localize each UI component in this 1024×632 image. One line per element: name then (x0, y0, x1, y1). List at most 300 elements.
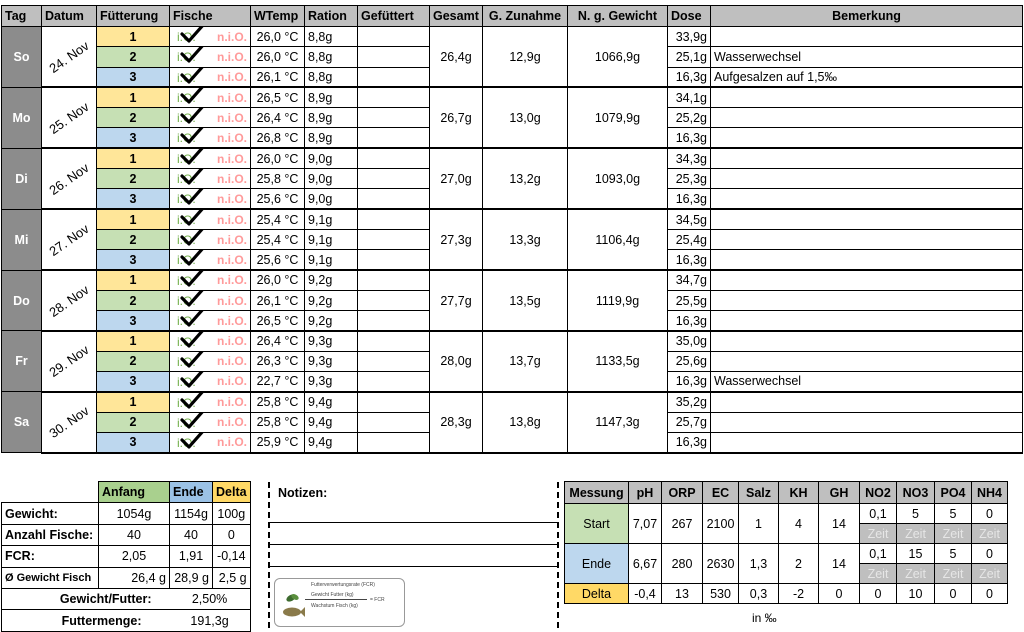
fish-status-cell[interactable] (170, 432, 251, 452)
dose: 35,0g (668, 331, 711, 351)
feeding-row (2, 148, 1023, 168)
bemerkung[interactable] (711, 87, 1023, 107)
date-label: 30. Nov (46, 403, 92, 442)
futtermenge-row: Futtermenge: 191,3g (2, 610, 251, 631)
gefuettert-cell[interactable] (358, 270, 430, 290)
fish-nok-label: n.i.O. (217, 151, 247, 166)
dose: 16,3g (668, 311, 711, 331)
dose: 25,4g (668, 229, 711, 249)
messung-header-ec: EC (703, 482, 739, 504)
fish-status-cell[interactable] (170, 250, 251, 270)
ration: 9,2g (305, 270, 358, 290)
messung-start-row: Start 7,07 267 2100 1 4 14 0,1 5 5 0 (565, 504, 1008, 524)
header-gewicht: N. g. Gewicht (568, 6, 668, 27)
zeit-field[interactable]: Zeit (897, 564, 935, 584)
dose: 16,3g (668, 128, 711, 148)
dose: 34,5g (668, 209, 711, 229)
feeding-number: 3 (97, 67, 170, 87)
water-temp: 26,1 °C (251, 67, 305, 87)
bemerkung[interactable] (711, 148, 1023, 168)
feeding-number: 1 (97, 209, 170, 229)
summary-row: FCR: 2,05 1,91 -0,14 (2, 546, 251, 567)
fish-status-cell[interactable] (170, 169, 251, 189)
feeding-number: 3 (97, 432, 170, 452)
zeit-field[interactable]: Zeit (972, 564, 1008, 584)
gesamt: 27,0g (430, 148, 483, 209)
water-temp: 25,6 °C (251, 250, 305, 270)
messung-header-orp: ORP (662, 482, 703, 504)
ration: 9,1g (305, 209, 358, 229)
gefuettert-cell[interactable] (358, 229, 430, 249)
checkmark-icon (180, 432, 206, 451)
fish-status-cell[interactable] (170, 27, 251, 47)
messung-delta-row: Delta -0,4 13 530 0,3 -2 0 0 10 0 0 (565, 584, 1008, 604)
fcr-card-fraction-line (305, 599, 367, 600)
water-temp: 22,7 °C (251, 372, 305, 392)
ration: 9,3g (305, 331, 358, 351)
gewicht: 1079,9g (568, 87, 668, 148)
fish-ok-label: i.O. (177, 50, 196, 65)
gefuettert-cell[interactable] (358, 412, 430, 432)
water-temp: 26,0 °C (251, 27, 305, 47)
gesamt: 28,0g (430, 331, 483, 392)
header-zunahme: G. Zunahme (483, 6, 568, 27)
bemerkung[interactable] (711, 27, 1023, 47)
header-wtemp: WTemp (251, 6, 305, 27)
gefuettert-cell[interactable] (358, 209, 430, 229)
feeding-number: 1 (97, 87, 170, 107)
messung-start-label: Start (565, 504, 629, 544)
zunahme: 13,8g (483, 392, 568, 453)
feeding-number: 2 (97, 47, 170, 67)
fish-status-cell[interactable] (170, 270, 251, 290)
ration: 9,1g (305, 229, 358, 249)
fish-status-cell[interactable] (170, 209, 251, 229)
fish-nok-label: n.i.O. (217, 334, 247, 349)
dose: 25,6g (668, 351, 711, 371)
fish-nok-label: n.i.O. (217, 293, 247, 308)
bemerkung[interactable] (711, 108, 1023, 128)
dose: 25,1g (668, 47, 711, 67)
summary-row: Gewicht: 1054g 1154g 100g (2, 503, 251, 524)
water-temp: 25,6 °C (251, 189, 305, 209)
gewicht: 1106,4g (568, 209, 668, 270)
checkmark-icon (180, 392, 206, 411)
ration: 9,4g (305, 412, 358, 432)
fish-status-cell[interactable] (170, 108, 251, 128)
fish-ok-label: i.O. (177, 354, 196, 369)
date-cell (42, 148, 97, 209)
header-ration: Ration (305, 6, 358, 27)
ration: 8,8g (305, 67, 358, 87)
fish-ok-label: i.O. (177, 172, 196, 187)
fish-nok-label: n.i.O. (217, 191, 247, 206)
ration: 9,2g (305, 311, 358, 331)
water-temp: 25,8 °C (251, 392, 305, 412)
messung-ende-label: Ende (565, 544, 629, 584)
checkmark-icon (180, 412, 206, 431)
day-cell: Sa (2, 392, 42, 453)
messung-header-gh: GH (819, 482, 860, 504)
unit-label: in ‰ (752, 611, 777, 625)
bemerkung[interactable] (711, 128, 1023, 148)
header-fische: Fische (170, 6, 251, 27)
zunahme: 13,0g (483, 87, 568, 148)
checkmark-icon (180, 209, 206, 228)
water-temp: 25,8 °C (251, 412, 305, 432)
bemerkung[interactable] (711, 412, 1023, 432)
zeit-field[interactable]: Zeit (935, 564, 972, 584)
checkmark-icon (180, 372, 206, 391)
gefuettert-cell[interactable] (358, 311, 430, 331)
fish-ok-label: i.O. (177, 293, 196, 308)
header-datum: Datum (42, 6, 97, 27)
water-temp: 26,0 °C (251, 270, 305, 290)
gewicht: 1066,9g (568, 27, 668, 88)
checkmark-icon (180, 189, 206, 208)
gefuettert-cell[interactable] (358, 87, 430, 107)
feeding-row (2, 27, 1023, 47)
dose: 35,2g (668, 392, 711, 412)
dose: 34,7g (668, 270, 711, 290)
fcr-formula-card (274, 578, 405, 627)
header-gefuettert: Gefüttert (358, 6, 430, 27)
bemerkung[interactable] (711, 209, 1023, 229)
summary-header-ende: Ende (170, 482, 213, 503)
fish-nok-label: n.i.O. (217, 415, 247, 430)
fish-icon (281, 605, 305, 619)
feeding-number: 1 (97, 270, 170, 290)
dose: 25,7g (668, 412, 711, 432)
zunahme: 12,9g (483, 27, 568, 88)
fish-ok-label: i.O. (177, 111, 196, 126)
messung-header-kh: KH (779, 482, 819, 504)
fish-nok-label: n.i.O. (217, 110, 247, 125)
fish-ok-label: i.O. (177, 192, 196, 207)
ration: 8,9g (305, 108, 358, 128)
fish-status-cell[interactable] (170, 67, 251, 87)
gefuettert-cell[interactable] (358, 432, 430, 452)
bemerkung[interactable] (711, 311, 1023, 331)
gefuettert-cell[interactable] (358, 392, 430, 412)
fish-nok-label: n.i.O. (217, 374, 247, 389)
water-temp: 26,4 °C (251, 108, 305, 128)
header-row (2, 6, 1023, 27)
checkmark-icon (180, 128, 206, 147)
checkmark-icon (180, 108, 206, 127)
ration: 9,3g (305, 372, 358, 392)
fcr-card-title: Futterverwertungsrate (FCR) (311, 582, 375, 588)
ration: 9,3g (305, 351, 358, 371)
checkmark-icon (180, 169, 206, 188)
feeding-number: 3 (97, 311, 170, 331)
fish-status-cell[interactable] (170, 87, 251, 107)
fish-nok-label: n.i.O. (217, 354, 247, 369)
gefuettert-cell[interactable] (358, 148, 430, 168)
gewicht-futter-row: Gewicht/Futter: 2,50% (2, 588, 251, 609)
dose: 25,5g (668, 290, 711, 310)
fish-nok-label: n.i.O. (217, 171, 247, 186)
bemerkung[interactable] (711, 351, 1023, 371)
checkmark-icon (180, 229, 206, 248)
ration: 9,4g (305, 392, 358, 412)
feeding-row (2, 87, 1023, 107)
water-temp: 26,0 °C (251, 47, 305, 67)
date-label: 27. Nov (46, 220, 92, 259)
fish-status-cell[interactable] (170, 392, 251, 412)
feeding-number: 3 (97, 189, 170, 209)
gefuettert-cell[interactable] (358, 128, 430, 148)
checkmark-icon (180, 351, 206, 370)
feeding-number: 2 (97, 169, 170, 189)
date-cell (42, 331, 97, 392)
feeding-row (2, 209, 1023, 229)
gesamt: 27,3g (430, 209, 483, 270)
ration: 8,9g (305, 128, 358, 148)
gefuettert-cell[interactable] (358, 67, 430, 87)
day-cell: Di (2, 148, 42, 209)
gewicht: 1093,0g (568, 148, 668, 209)
fish-nok-label: n.i.O. (217, 395, 247, 410)
fish-status-cell[interactable] (170, 351, 251, 371)
fcr-card-denominator: Wachstum Fisch (kg) (311, 603, 358, 609)
zeit-field[interactable]: Zeit (897, 524, 935, 544)
bemerkung[interactable] (711, 392, 1023, 412)
fish-ok-label: i.O. (177, 415, 196, 430)
feeding-number: 3 (97, 250, 170, 270)
summary-table (1, 481, 251, 632)
zeit-field[interactable]: Zeit (935, 524, 972, 544)
fish-ok-label: i.O. (177, 253, 196, 268)
water-temp: 25,8 °C (251, 169, 305, 189)
fish-status-cell[interactable] (170, 372, 251, 392)
gefuettert-cell[interactable] (358, 331, 430, 351)
fish-ok-label: i.O. (177, 395, 196, 410)
fish-ok-label: i.O. (177, 314, 196, 329)
gefuettert-cell[interactable] (358, 290, 430, 310)
day-cell: Do (2, 270, 42, 331)
water-temp: 26,1 °C (251, 290, 305, 310)
summary-header-anfang: Anfang (99, 482, 170, 503)
fish-nok-label: n.i.O. (217, 49, 247, 64)
date-cell (42, 27, 97, 88)
fish-nok-label: n.i.O. (217, 90, 247, 105)
fish-status-cell[interactable] (170, 189, 251, 209)
zunahme: 13,5g (483, 270, 568, 331)
zunahme: 13,7g (483, 331, 568, 392)
messung-header-ph: pH (629, 482, 662, 504)
date-cell (42, 209, 97, 270)
messung-header: Messung (565, 482, 629, 504)
fish-ok-label: i.O. (177, 70, 196, 85)
zeit-field[interactable]: Zeit (860, 564, 897, 584)
bemerkung[interactable] (711, 169, 1023, 189)
feeding-log-table (1, 5, 1023, 454)
checkmark-icon (180, 47, 206, 66)
messung-header-no3: NO3 (897, 482, 935, 504)
dose: 16,3g (668, 250, 711, 270)
checkmark-icon (180, 67, 206, 86)
bemerkung[interactable] (711, 250, 1023, 270)
dose: 16,3g (668, 189, 711, 209)
fish-status-cell[interactable] (170, 128, 251, 148)
feeding-row (2, 331, 1023, 351)
gefuettert-cell[interactable] (358, 189, 430, 209)
bemerkung[interactable] (711, 270, 1023, 290)
water-temp: 26,5 °C (251, 311, 305, 331)
fish-nok-label: n.i.O. (217, 435, 247, 450)
water-temp: 26,5 °C (251, 87, 305, 107)
gesamt: 28,3g (430, 392, 483, 453)
dose: 34,3g (668, 148, 711, 168)
fish-status-cell[interactable] (170, 290, 251, 310)
summary-header-delta: Delta (213, 482, 251, 503)
bemerkung[interactable] (711, 229, 1023, 249)
date-label: 29. Nov (46, 342, 92, 381)
dose: 25,3g (668, 169, 711, 189)
water-temp: 25,4 °C (251, 229, 305, 249)
feeding-row (2, 392, 1023, 412)
date-cell (42, 87, 97, 148)
fish-status-cell[interactable] (170, 148, 251, 168)
ration: 9,1g (305, 250, 358, 270)
fish-status-cell[interactable] (170, 229, 251, 249)
bemerkung[interactable] (711, 331, 1023, 351)
zeit-field[interactable]: Zeit (972, 524, 1008, 544)
fish-ok-label: i.O. (177, 274, 196, 289)
ration: 8,8g (305, 47, 358, 67)
date-label: 25. Nov (46, 98, 92, 137)
ration: 8,9g (305, 87, 358, 107)
ration: 9,0g (305, 148, 358, 168)
fish-nok-label: n.i.O. (217, 313, 247, 328)
dose: 34,1g (668, 87, 711, 107)
gefuettert-cell[interactable] (358, 169, 430, 189)
messung-header-nh4: NH4 (972, 482, 1008, 504)
water-temp: 26,8 °C (251, 128, 305, 148)
messung-header-no2: NO2 (860, 482, 897, 504)
header-gesamt: Gesamt (430, 6, 483, 27)
fish-nok-label: n.i.O. (217, 273, 247, 288)
feeding-row (2, 270, 1023, 290)
summary-row: Anzahl Fische: 40 40 0 (2, 524, 251, 545)
water-temp: 26,4 °C (251, 331, 305, 351)
gefuettert-cell[interactable] (358, 27, 430, 47)
fish-status-cell[interactable] (170, 311, 251, 331)
fish-ok-label: i.O. (177, 91, 196, 106)
zunahme: 13,3g (483, 209, 568, 270)
checkmark-icon (180, 270, 206, 289)
ration: 9,0g (305, 189, 358, 209)
fish-nok-label: n.i.O. (217, 252, 247, 267)
gewicht: 1133,5g (568, 331, 668, 392)
checkmark-icon (180, 311, 206, 330)
gefuettert-cell[interactable] (358, 108, 430, 128)
gesamt: 26,7g (430, 87, 483, 148)
date-cell (42, 392, 97, 453)
zeit-field[interactable]: Zeit (860, 524, 897, 544)
gewicht: 1147,3g (568, 392, 668, 453)
fish-ok-label: i.O. (177, 213, 196, 228)
ration: 9,2g (305, 290, 358, 310)
day-cell: Mi (2, 209, 42, 270)
fish-nok-label: n.i.O. (217, 69, 247, 84)
bemerkung[interactable]: Wasserwechsel (711, 372, 1023, 392)
gefuettert-cell[interactable] (358, 250, 430, 270)
feeding-number: 2 (97, 108, 170, 128)
water-temp: 26,3 °C (251, 351, 305, 371)
feeding-number: 3 (97, 128, 170, 148)
ration: 9,4g (305, 432, 358, 452)
header-fuetterung: Fütterung (97, 6, 170, 27)
feeding-number: 2 (97, 412, 170, 432)
fish-ok-label: i.O. (177, 435, 196, 450)
bemerkung[interactable]: Wasserwechsel (711, 47, 1023, 67)
feeding-number: 2 (97, 290, 170, 310)
gefuettert-cell[interactable] (358, 351, 430, 371)
zunahme: 13,2g (483, 148, 568, 209)
feeding-number: 2 (97, 229, 170, 249)
fish-ok-label: i.O. (177, 152, 196, 167)
fish-ok-label: i.O. (177, 131, 196, 146)
feeding-number: 3 (97, 372, 170, 392)
messung-delta-label: Delta (565, 584, 629, 604)
fish-status-cell[interactable] (170, 47, 251, 67)
divider-dashed (557, 482, 559, 628)
fish-status-cell[interactable] (170, 331, 251, 351)
messung-ende-row: Ende 6,67 280 2630 1,3 2 14 0,1 15 5 0 (565, 544, 1008, 564)
fish-ok-label: i.O. (177, 334, 196, 349)
leaf-icon (285, 591, 301, 605)
gefuettert-cell[interactable] (358, 372, 430, 392)
checkmark-icon (180, 250, 206, 269)
dose: 33,9g (668, 27, 711, 47)
feeding-number: 1 (97, 392, 170, 412)
feeding-number: 1 (97, 148, 170, 168)
day-cell: Mo (2, 87, 42, 148)
bemerkung[interactable] (711, 189, 1023, 209)
fish-ok-label: i.O. (177, 30, 196, 44)
day-cell: Fr (2, 331, 42, 392)
water-measurement-table (564, 481, 1008, 604)
dose: 16,3g (668, 67, 711, 87)
fish-ok-label: i.O. (177, 375, 196, 390)
dose: 16,3g (668, 432, 711, 452)
notes-title: Notizen: (278, 486, 328, 500)
messung-header-row (565, 482, 1008, 504)
bemerkung[interactable] (711, 432, 1023, 452)
messung-header-po4: PO4 (935, 482, 972, 504)
fish-nok-label: n.i.O. (217, 29, 247, 44)
checkmark-icon (180, 148, 206, 167)
checkmark-icon (180, 87, 206, 106)
date-label: 28. Nov (46, 281, 92, 320)
bemerkung[interactable]: Aufgesalzen auf 1,5‰ (711, 67, 1023, 87)
fish-nok-label: n.i.O. (217, 130, 247, 145)
gewicht: 1119,9g (568, 270, 668, 331)
bemerkung[interactable] (711, 290, 1023, 310)
checkmark-icon (180, 27, 206, 46)
feeding-number: 1 (97, 331, 170, 351)
ration: 9,0g (305, 169, 358, 189)
date-label: 24. Nov (46, 37, 92, 76)
gefuettert-cell[interactable] (358, 47, 430, 67)
fcr-card-equals: = FCR (370, 597, 385, 603)
water-temp: 26,0 °C (251, 148, 305, 168)
dose: 25,2g (668, 108, 711, 128)
water-temp: 25,9 °C (251, 432, 305, 452)
fish-status-cell[interactable] (170, 412, 251, 432)
